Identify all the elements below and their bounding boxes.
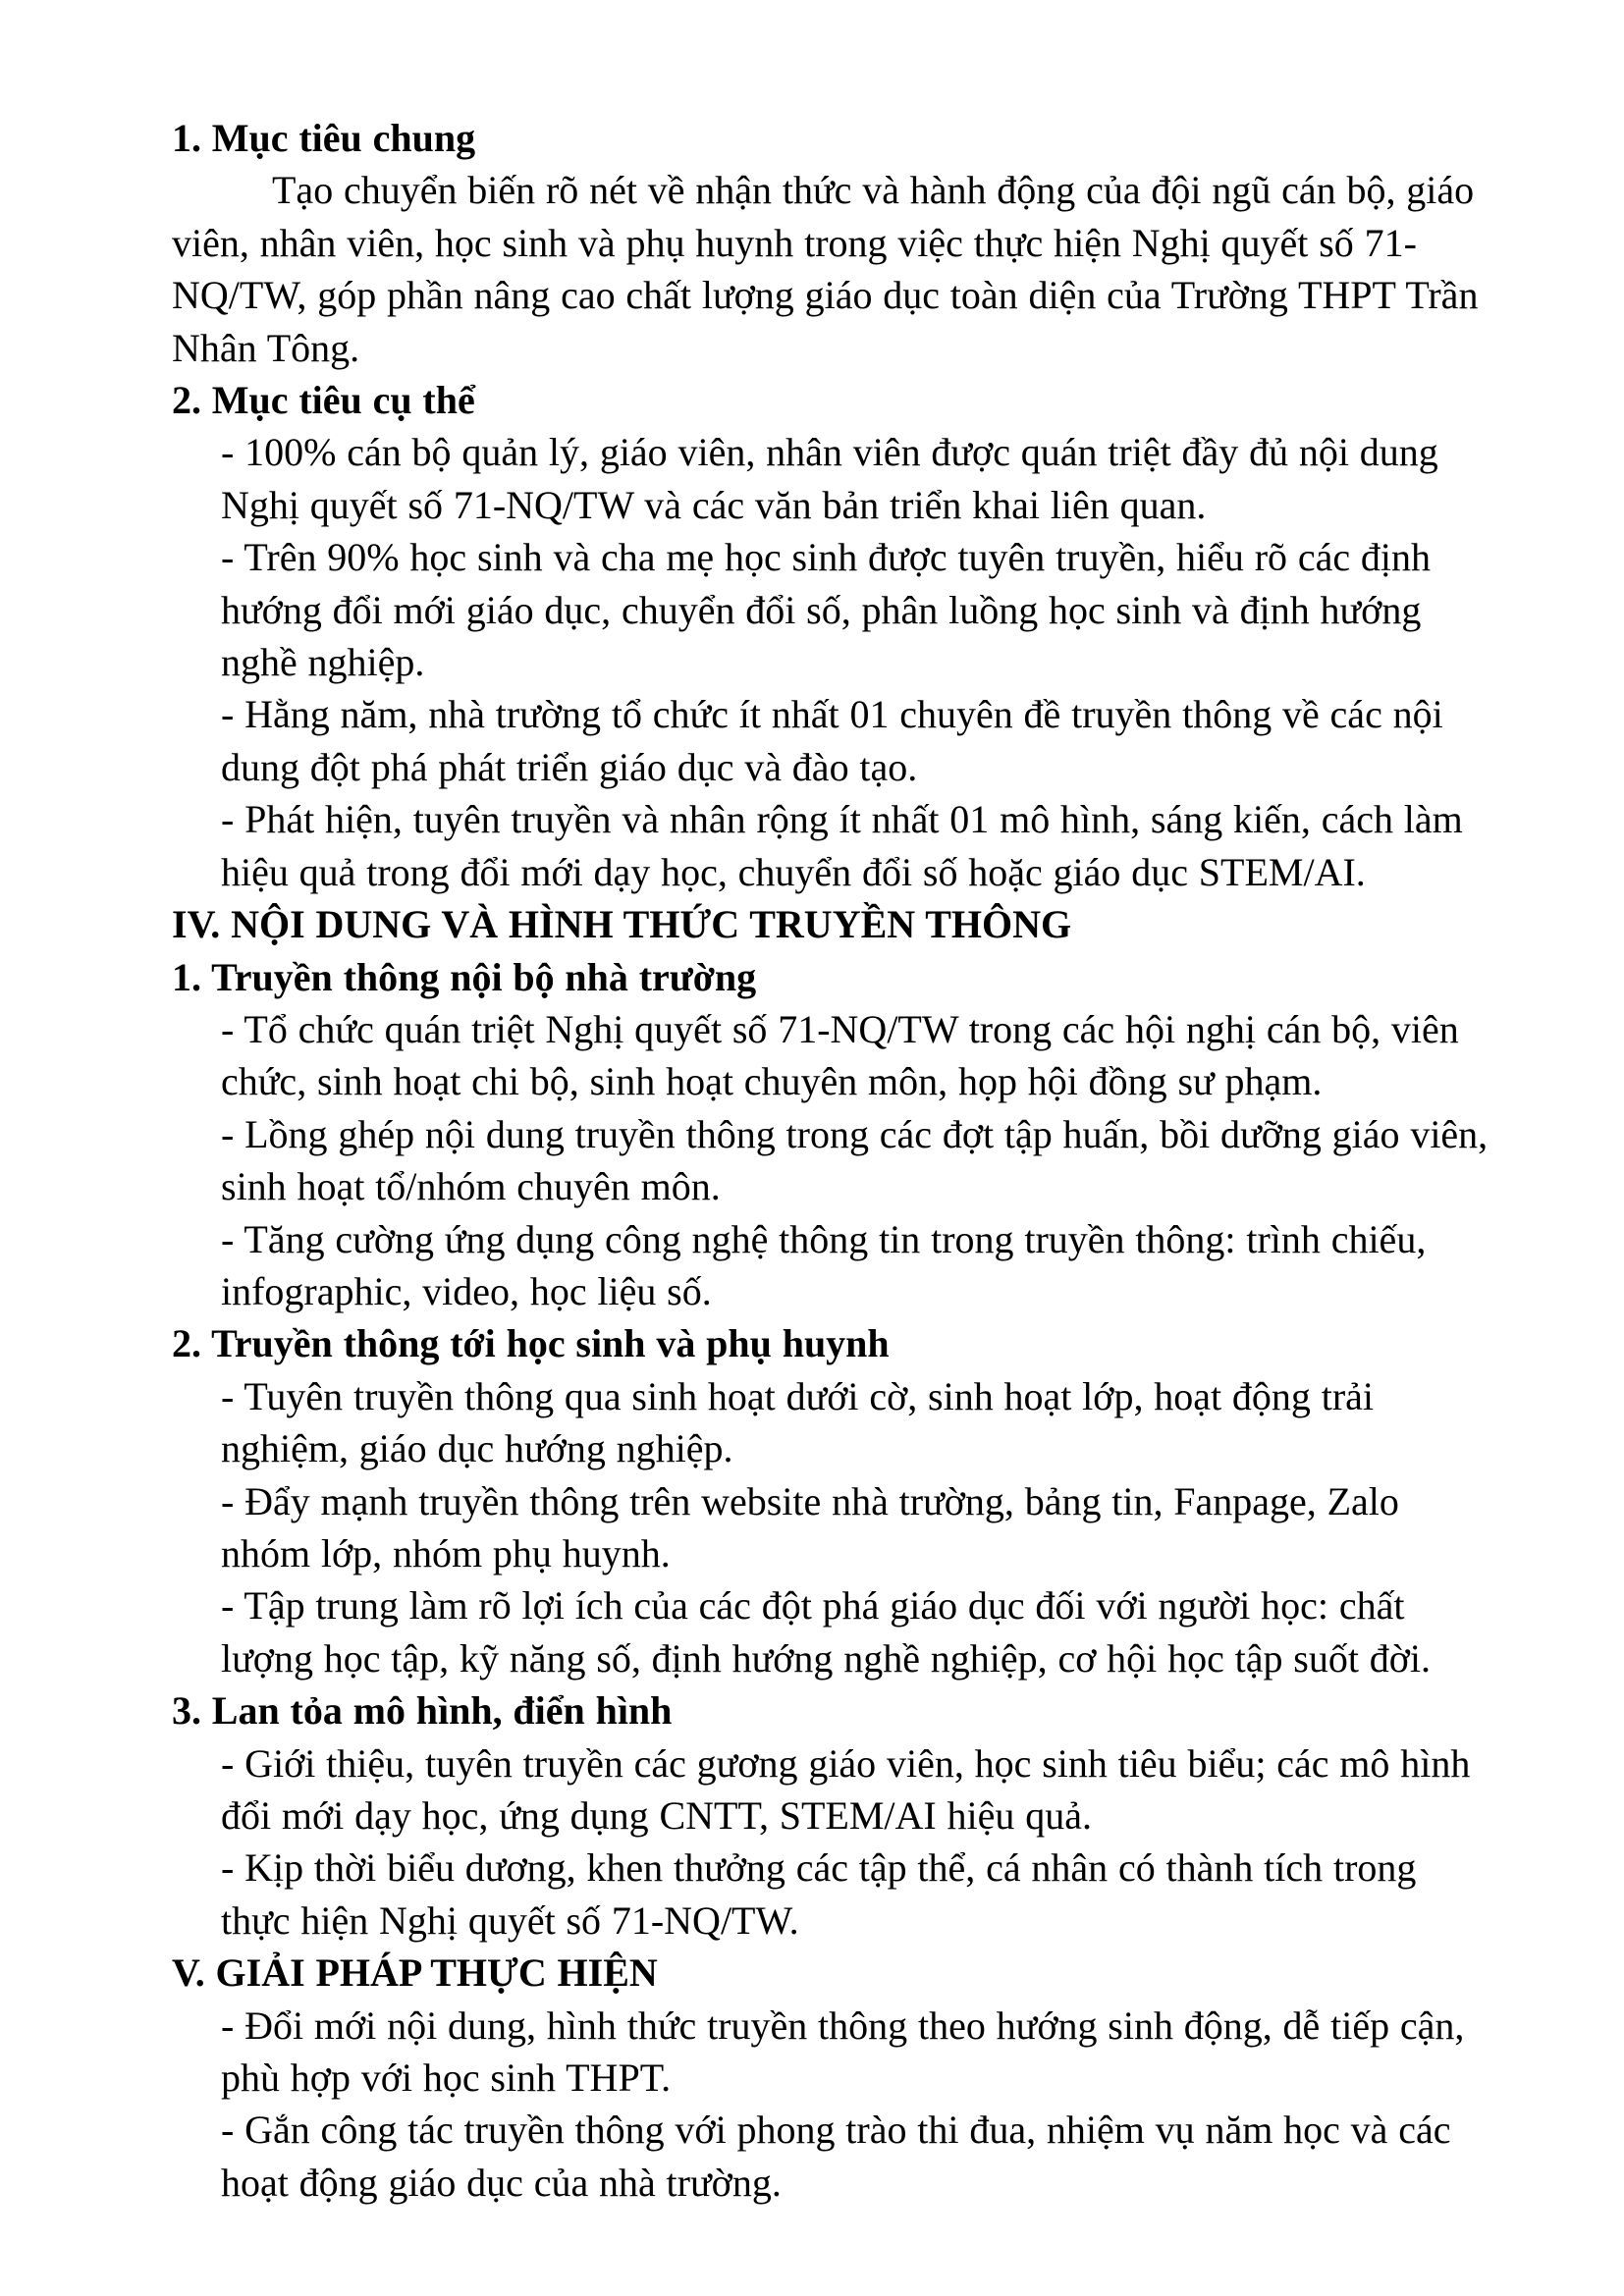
section-heading: IV. NỘI DUNG VÀ HÌNH THỨC TRUYỀN THÔNG bbox=[172, 902, 1072, 947]
bullet-item: - Tăng cường ứng dụng công nghệ thông tin trong truyền thông: trình chiếu, infographic, video, học liệu số. bbox=[221, 1216, 1427, 1313]
bullet-item: - Kịp thời biểu dương, khen thưởng các tập thể, cá nhân có thành tích trong thực hiện Nghị quyết số 71-NQ/TW. bbox=[221, 1845, 1417, 1943]
bullet-item: - Lồng ghép nội dung truyền thông trong các đợt tập huấn, bồi dưỡng giáo viên, sinh hoạt tổ/nhóm chuyên môn. bbox=[221, 1111, 1489, 1209]
bullet-item: - Đổi mới nội dung, hình thức truyền thông theo hướng sinh động, dễ tiếp cận, phù hợp với học sinh THPT. bbox=[221, 2002, 1465, 2101]
section-heading: 2. Mục tiêu cụ thể bbox=[172, 378, 475, 423]
document-content bbox=[172, 112, 1492, 2209]
bullet-item: - Tổ chức quán triệt Nghị quyết số 71-NQ/TW trong các hội nghị cán bộ, viên chức, sinh hoạt chi bộ, sinh hoạt chuyên môn, họp hội đồng sư phạm. bbox=[221, 1006, 1459, 1104]
section-heading: 1. Mục tiêu chung bbox=[172, 116, 476, 160]
bullet-item: - Tuyên truyền thông qua sinh hoạt dưới cờ, sinh hoạt lớp, hoạt động trải nghiệm, giáo dục hướng nghiệp. bbox=[221, 1373, 1375, 1471]
bullet-item: - Tập trung làm rõ lợi ích của các đột phá giáo dục đối với người học: chất lượng học tập, kỹ năng số, định hướng nghề nghiệp, cơ hội học tập suốt đời. bbox=[221, 1583, 1432, 1681]
section-heading: 3. Lan tỏa mô hình, điển hình bbox=[172, 1688, 673, 1734]
section-heading: V. GIẢI PHÁP THỰC HIỆN bbox=[172, 1950, 658, 1996]
bullet-item: - 100% cán bộ quản lý, giáo viên, nhân viên được quán triệt đầy đủ nội dung Nghị quyết số 71-NQ/TW và các văn bản triển khai liên quan. bbox=[221, 430, 1438, 527]
section-heading: 1. Truyền thông nội bộ nhà trường bbox=[172, 954, 757, 999]
bullet-item: - Hằng năm, nhà trường tổ chức ít nhất 01 chuyên đề truyền thông về các nội dung đột phá phát triển giáo dục và đào tạo. bbox=[221, 692, 1443, 789]
section-heading: 2. Truyền thông tới học sinh và phụ huynh bbox=[172, 1321, 890, 1366]
body-paragraph: Tạo chuyển biến rõ nét về nhận thức và hành động của đội ngũ cán bộ, giáo viên, nhân viên, học sinh và phụ huynh trong việc thực hiện Nghị quyết số 71-NQ/TW, góp phần nâng cao chất lượng giáo dục toàn diện của Trường THPT Trần Nhân Tông. bbox=[172, 168, 1479, 370]
bullet-item: - Đẩy mạnh truyền thông trên website nhà trường, bảng tin, Fanpage, Zalo nhóm lớp, nhóm phụ huynh. bbox=[221, 1478, 1399, 1575]
bullet-item: - Giới thiệu, tuyên truyền các gương giáo viên, học sinh tiêu biểu; các mô hình đổi mới dạy học, ứng dụng CNTT, STEM/AI hiệu quả. bbox=[221, 1740, 1471, 1838]
bullet-item: - Gắn công tác truyền thông với phong trào thi đua, nhiệm vụ năm học và các hoạt động giáo dục của nhà trường. bbox=[221, 2108, 1451, 2205]
bullet-item: - Trên 90% học sinh và cha mẹ học sinh được tuyên truyền, hiểu rõ các định hướng đổi mới giáo dục, chuyển đổi số, phân luồng học sinh và định hướng nghề nghiệp. bbox=[221, 535, 1432, 685]
bullet-item: - Phát hiện, tuyên truyền và nhân rộng ít nhất 01 mô hình, sáng kiến, cách làm hiệu quả trong đổi mới dạy học, chuyển đổi số hoặc giáo dục STEM/AI. bbox=[221, 797, 1463, 894]
